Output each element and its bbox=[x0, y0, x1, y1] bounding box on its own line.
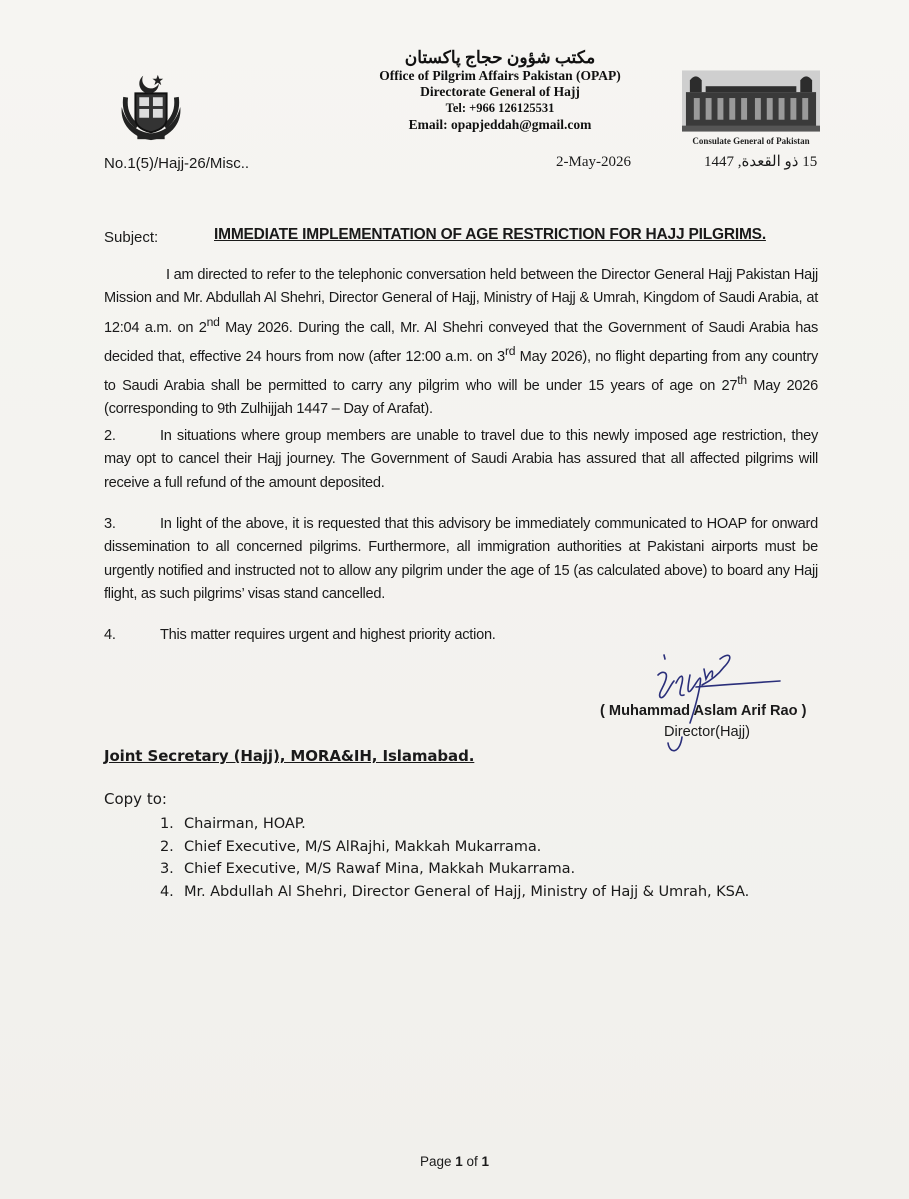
list-item bbox=[160, 881, 749, 904]
copy-to-list bbox=[160, 813, 749, 903]
copy-to-label: Copy to: bbox=[104, 790, 167, 808]
office-email bbox=[350, 116, 650, 134]
directorate-name: Directorate General of Hajj bbox=[420, 84, 580, 99]
paragraph-2 bbox=[104, 425, 818, 495]
paragraph-3 bbox=[104, 513, 818, 606]
paragraph-1-part-a: I am directed to refer to the telephonic conversation held between the Director General Hajj Pakistan Hajj Mission and Mr. Abdullah Al Shehri, Director General of Hajj, Ministry of Hajj & Umrah, Kingdom of Saudi Arabia, at 12:04 a.m. on 2 bbox=[104, 267, 818, 336]
subject-text: IMMEDIATE IMPLEMENTATION OF AGE RESTRICTION FOR HAJJ PILGRIMS. bbox=[214, 226, 766, 243]
list-item-text: Mr. Abdullah Al Shehri, Director General of Hajj, Ministry of Hajj & Umrah, KSA. bbox=[184, 882, 750, 900]
ordinal-suffix: th bbox=[737, 372, 747, 387]
consulate-building-icon bbox=[682, 70, 820, 132]
reference-number: No.1(5)/Hajj-26/Misc.. bbox=[104, 155, 250, 172]
tel-label: Tel: bbox=[445, 101, 466, 115]
state-emblem-icon bbox=[112, 68, 190, 146]
signatory-name: ( Muhammad Aslam Arif Rao ) bbox=[600, 703, 807, 719]
page-word: Page bbox=[419, 1154, 452, 1169]
building-caption: Consulate General of Pakistan bbox=[692, 136, 810, 146]
list-item-text: Chairman, HOAP. bbox=[184, 815, 306, 832]
paragraph-1-part-d: May 2026 (corresponding to 9th Zulhijjah 1447 – Day of Arafat). bbox=[104, 377, 818, 418]
list-item bbox=[160, 813, 749, 836]
list-item bbox=[160, 836, 749, 859]
list-item bbox=[160, 858, 749, 881]
page-number: 1 bbox=[455, 1154, 463, 1169]
list-item-number: 4. bbox=[160, 882, 174, 900]
paragraph-4-text: This matter requires urgent and highest priority action. bbox=[160, 627, 496, 643]
signatory-designation: Director(Hajj) bbox=[664, 724, 750, 740]
paragraph-1 bbox=[104, 264, 818, 421]
urdu-office-title: مکتب شؤون حجاج پاکستان bbox=[404, 48, 596, 67]
list-item-number: 1. bbox=[160, 815, 174, 832]
subject-label: Subject: bbox=[104, 229, 159, 246]
tel-value: +966 126125531 bbox=[469, 101, 555, 115]
email-label: Email: bbox=[408, 117, 448, 132]
paragraph-2-text: In situations where group members are unable to travel due to this newly imposed age restriction, they may opt to cancel their Hajj journey. The Government of Saudi Arabia has assured that all affected pilgrims will receive a full refund of the amount deposited. bbox=[104, 428, 818, 491]
page-total: 1 bbox=[481, 1154, 490, 1169]
paragraph-1-part-b: May 2026. During the call, Mr. Al Shehri conveyed that the Government of Saudi Arabia has decided that, effective 24 hours from now (after 12:00 a.m. on 3 bbox=[104, 319, 818, 365]
email-value: opapjeddah@gmail.com bbox=[450, 117, 592, 132]
paragraph-number: 4. bbox=[104, 627, 116, 643]
addressee: Joint Secretary (Hajj), MORA&IH, Islamabad. bbox=[104, 747, 475, 765]
page-footer bbox=[0, 1154, 909, 1169]
ordinal-suffix: rd bbox=[504, 343, 516, 358]
paragraph-1-part-c: May 2026), no flight departing from any country to Saudi Arabia shall be permitted to carry any pilgrim who will be under 15 years of age on 27 bbox=[104, 348, 819, 394]
paragraph-3-text: In light of the above, it is requested that this advisory be immediately communicated to HOAP for onward dissemination to all concerned pilgrims. Furthermore, all immigration authorities at Pakistani airports must be urgently notified and instructed not to allow any pilgrim under the age of 15 (as calculated above) to board any Hajj flight, as such pilgrims’ visas stand cancelled. bbox=[104, 516, 818, 602]
list-item-text: Chief Executive, M/S Rawaf Mina, Makkah Mukarrama. bbox=[184, 860, 575, 877]
hijri-date: 15 ذو القعدة, 1447 bbox=[704, 154, 818, 170]
paragraph-number: 3. bbox=[104, 516, 116, 532]
ordinal-suffix: nd bbox=[206, 314, 220, 329]
of-word: of bbox=[466, 1154, 478, 1169]
paragraph-number: 2. bbox=[104, 428, 116, 444]
list-item-number: 2. bbox=[160, 837, 174, 855]
office-name: Office of Pilgrim Affairs Pakistan (OPAP) bbox=[379, 68, 621, 83]
list-item-number: 3. bbox=[160, 860, 174, 877]
list-item-text: Chief Executive, M/S AlRajhi, Makkah Mukarrama. bbox=[184, 837, 542, 855]
letter-date: 2-May-2026 bbox=[556, 154, 631, 170]
paragraph-4 bbox=[104, 624, 818, 647]
office-letterhead bbox=[350, 48, 650, 134]
office-telephone bbox=[350, 100, 650, 116]
